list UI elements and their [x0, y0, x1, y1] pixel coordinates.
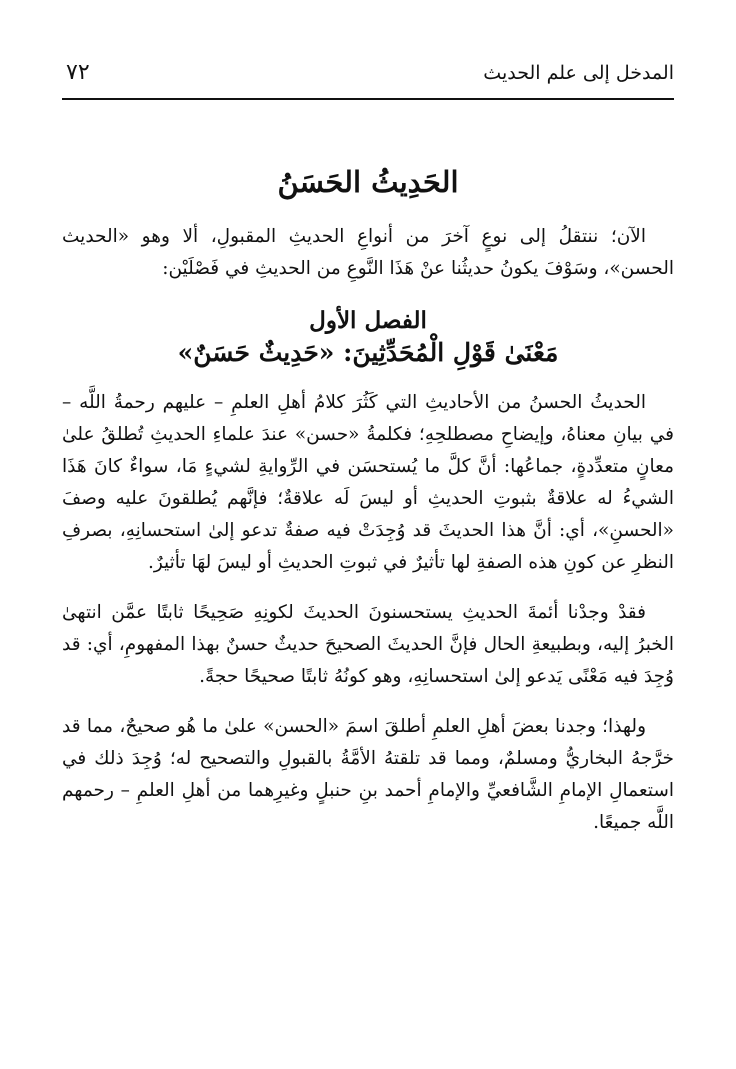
subsection-title: مَعْنَىٰ قَوْلِ الْمُحَدِّثِينَ: «حَدِيثٌ حَسَنٌ» — [177, 338, 559, 367]
body-paragraph-1: الحديثُ الحسنُ من الأحاديثِ التي كَثُرَ كلامُ أهلِ العلمِ – عليهم رحمةُ اللَّه – في بيانِ معناهُ، وإيضاحِ مصطلحِهِ؛ فكلمةُ «حسن» عندَ علماءِ الحديثِ تُطلقُ علىٰ معانٍ متعدِّدةٍ، جماعُها: أنَّ كلَّ ما يُستحسَن في الرِّوايةِ لشيءٍ مَا، سواءٌ كانَ هَذَا الشيءُ له علاقةٌ بثبوتِ الحديثِ أو ليسَ لَه علاقةٌ؛ فإنَّهم يُطلقونَ عليه وصفَ «الحسنِ»، أي: أنَّ هذا الحديثَ قد وُجِدَتْ فيه صفةٌ تدعو إلىٰ استحسانِهِ، بصرفِ النظرِ عن كونِ هذه الصفةِ لها تأثيرٌ في ثبوتِ الحديثِ أو ليسَ لهَا تأثيرٌ. — [62, 392, 674, 573]
page-number: ٧٢ — [66, 60, 90, 85]
intro-paragraph: الآن؛ ننتقلُ إلى نوعٍ آخرَ من أنواعِ الحديثِ المقبولِ، ألا وهو «الحديث الحسن»، وسَوْفَ يكونُ حديثُنا عنْ هَذَا النَّوعِ من الحديثِ في فَصْلَيْن: — [62, 226, 674, 279]
header-title: المدخل إلى علم الحديث — [483, 62, 674, 84]
running-header — [62, 58, 674, 100]
section-title: الفصل الأول — [309, 307, 427, 334]
page-body — [62, 165, 674, 839]
body-paragraph-3: ولهذا؛ وجدنا بعضَ أهلِ العلمِ أطلقَ اسمَ «الحسن» علىٰ ما هُو صحيحٌ، مما قد خرَّجهُ البخاريُّ ومسلمٌ، ومما قد تلقتهُ الأمَّةُ بالقبولِ والتصحيح له؛ وُجِدَ ذلك في استعمالِ الإمامِ الشَّافعيِّ والإمامِ أحمد بنِ حنبلٍ وغيرِهما من أهلِ العلمِ – رحمهم اللَّه جميعًا. — [62, 716, 674, 833]
body-paragraph-2: فقدْ وجدْنا أئمةَ الحديثِ يستحسنونَ الحديثَ لكونِهِ صَحِيحًا ثابتًا عمَّن انتهىٰ الخبرُ إليه، وبطبيعةِ الحال فإنَّ الحديثَ الصحيحَ حديثٌ حسنٌ بهذا المفهومِ، أي: قد وُجِدَ فيه مَعْنًى يَدعو إلىٰ استحسانِهِ، وهو كونُهُ ثابتًا صحيحًا حجةً. — [62, 602, 674, 687]
chapter-title: الحَدِيثُ الحَسَنُ — [277, 165, 459, 199]
